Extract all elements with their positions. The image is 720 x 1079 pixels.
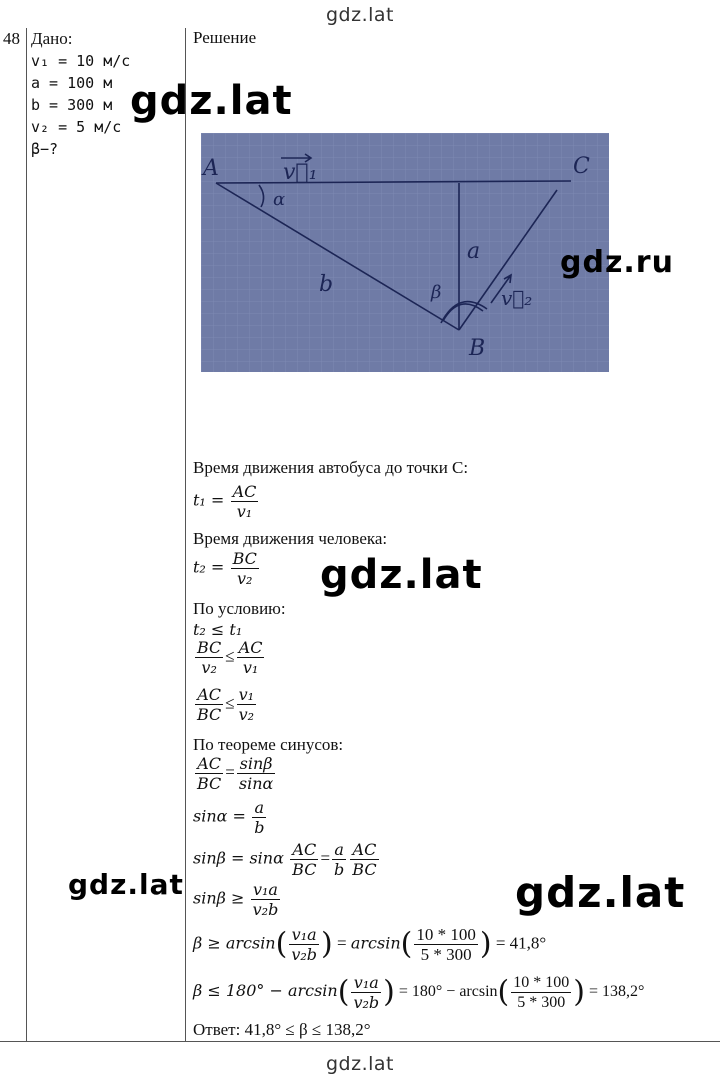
- watermark: gdz.lat: [68, 868, 184, 901]
- formula-ac-bc-ratio: $\frac{AC}{BC}$ ≤ $\frac{\text{v₁}}{\text{v₂}}$: [197, 685, 255, 724]
- text-sine-theorem: По теореме синусов:: [193, 735, 344, 754]
- fraction-ac-v1: $\frac{AC}{\text{v₁}}$: [232, 482, 257, 521]
- given-title: Дано:: [31, 29, 73, 48]
- formula-sine-theorem: $\frac{AC}{BC}$ = $\frac{\sin\beta}{\sin\alpha}$: [197, 754, 274, 793]
- column-divider-given: [185, 28, 186, 1042]
- fraction-bc-v2: $\frac{BC}{\text{v₂}}$: [232, 549, 257, 588]
- given-line: v₁ = 10 м/с: [31, 52, 131, 70]
- label-b-vertex: B: [469, 336, 486, 361]
- formula-bc-ac: $\frac{BC}{\text{v₂}}$ ≤ $\frac{AC}{\text{v₁}}$: [197, 638, 263, 677]
- triangle-diagram: [201, 133, 609, 372]
- t2-label: t₂ =: [193, 557, 225, 577]
- given-line: v₂ = 5 м/с: [31, 118, 122, 136]
- label-a-vertex: A: [203, 156, 219, 181]
- label-c-vertex: C: [573, 154, 590, 179]
- watermark: gdz.lat: [130, 78, 293, 124]
- label-v1: v⃗₁: [283, 160, 318, 185]
- formula-sin-beta: sinβ = sinα $\frac{AC}{BC}$ = $\frac{a}{b}$ $\frac{AC}{BC}$: [193, 840, 377, 879]
- label-alpha: α: [273, 189, 286, 210]
- formula-sin-alpha: sinα = $\frac{a}{b}$: [193, 798, 265, 837]
- solution-title: Решение: [193, 28, 257, 47]
- label-v2: v⃗₂: [501, 286, 533, 310]
- text-bus-time: Время движения автобуса до точки C:: [193, 458, 469, 477]
- text-person-time: Время движения человека:: [193, 529, 388, 548]
- watermark: gdz.lat: [515, 868, 686, 917]
- text-by-condition: По условию:: [193, 599, 286, 618]
- formula-sin-beta-ge: sinβ ≥ $\frac{\text{v₁a}}{\text{v₂b}}$: [193, 880, 279, 919]
- given-line: b = 300 м: [31, 96, 113, 114]
- label-beta: β: [431, 282, 442, 303]
- label-side-b: b: [319, 272, 334, 297]
- given-line: β−?: [31, 140, 59, 158]
- label-side-a: a: [467, 239, 481, 264]
- given-block: [31, 28, 130, 160]
- watermark: gdz.lat: [320, 552, 483, 598]
- given-line: a = 100 м: [31, 74, 113, 92]
- t1-label: t₁ =: [193, 490, 225, 510]
- formula-t2: [193, 549, 261, 588]
- header-site: gdz.lat: [325, 4, 394, 26]
- table-bottom-border: [0, 1041, 720, 1042]
- formula-beta-max: β ≤ 180° − arcsin( $\frac{\text{v₁a}}{\text{v₂b}}$ ) = 180° − arcsin( $\frac{10 * 100}{5 * 300}$ ) = 138,2°: [193, 973, 645, 1012]
- watermark: gdz.ru: [560, 245, 674, 280]
- formula-condition: t₂ ≤ t₁: [193, 620, 243, 639]
- formula-t1: [193, 482, 260, 521]
- column-divider-number: [26, 28, 27, 1042]
- footer-site: gdz.lat: [325, 1053, 394, 1075]
- problem-number: 48: [3, 29, 20, 48]
- text-answer: Ответ: 41,8° ≤ β ≤ 138,2°: [193, 1020, 371, 1039]
- formula-beta-min: β ≥ arcsin( $\frac{\text{v₁a}}{\text{v₂b}}$ ) = arcsin( $\frac{10 * 100}{5 * 300}$ ) = 41,8°: [193, 925, 547, 964]
- diagram-photo: [201, 133, 609, 372]
